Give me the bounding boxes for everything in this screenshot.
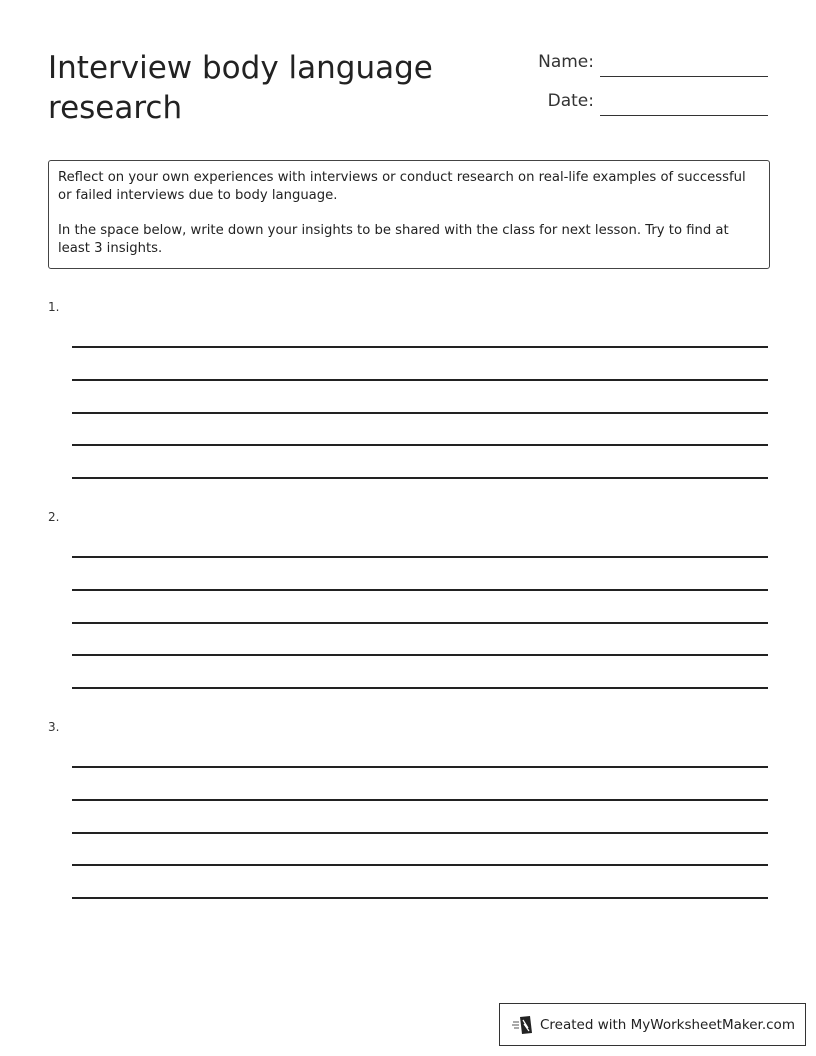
answer-line[interactable]: [72, 444, 768, 446]
footer-credit: [499, 1003, 806, 1046]
instructions-box: [48, 160, 770, 269]
answer-line[interactable]: [72, 589, 768, 591]
answer-line[interactable]: [72, 412, 768, 414]
answer-line[interactable]: [72, 477, 768, 479]
page-title: Interview body language research: [48, 50, 433, 126]
name-label: Name:: [538, 52, 594, 72]
date-label: Date:: [547, 91, 594, 111]
answer-line[interactable]: [72, 864, 768, 866]
question-number: 1.: [48, 300, 60, 314]
answer-line[interactable]: [72, 346, 768, 348]
answer-line[interactable]: [72, 766, 768, 768]
footer-text: Created with MyWorksheetMaker.com: [540, 1016, 795, 1033]
instructions-paragraph: Reflect on your own experiences with interviews or conduct research on real-life examples of successful or failed interviews due to body language.: [58, 170, 746, 203]
answer-line[interactable]: [72, 622, 768, 624]
answer-line[interactable]: [72, 897, 768, 899]
answer-line[interactable]: [72, 379, 768, 381]
name-field[interactable]: [600, 76, 768, 77]
answer-line[interactable]: [72, 556, 768, 558]
date-field[interactable]: [600, 115, 768, 116]
answer-line[interactable]: [72, 654, 768, 656]
worksheet-maker-logo-icon: [512, 1014, 534, 1036]
question-number: 3.: [48, 720, 60, 734]
answer-line[interactable]: [72, 832, 768, 834]
answer-line[interactable]: [72, 799, 768, 801]
question-number: 2.: [48, 510, 60, 524]
answer-line[interactable]: [72, 687, 768, 689]
instructions-paragraph: In the space below, write down your insights to be shared with the class for next lesson. Try to find at least 3 insights.: [58, 223, 729, 256]
